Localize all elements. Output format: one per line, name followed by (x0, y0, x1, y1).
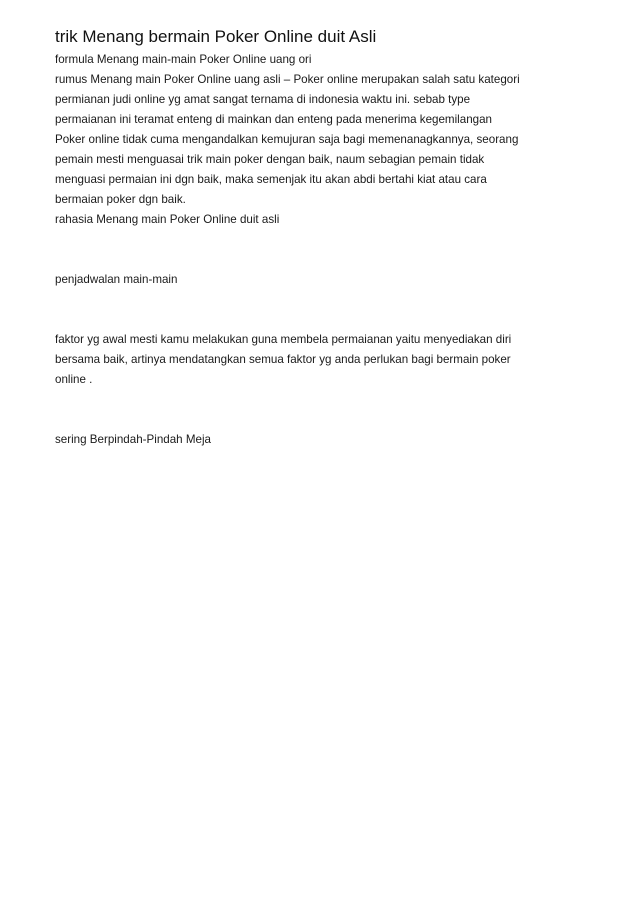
document-page (55, 24, 615, 450)
text-line: menguasi permaian ini dgn baik, maka semenjak itu akan abdi bertahi kiat atau cara (55, 173, 487, 186)
text-line: rahasia Menang main Poker Online duit asli (55, 213, 280, 226)
text-line: pemain mesti menguasai trik main poker dengan baik, naum sebagian pemain tidak (55, 153, 485, 166)
text-line: Poker online tidak cuma mengandalkan kemujuran saja bagi memenanagkannya, seorang (55, 133, 519, 146)
section-heading-tables: sering Berpindah-Pindah Meja (55, 433, 211, 446)
text-line: rumus Menang main Poker Online uang asli – Poker online merupakan salah satu kategori (55, 73, 520, 86)
text-line: bersama baik, artinya mendatangkan semua faktor yg anda perlukan bagi bermain poker (55, 353, 511, 366)
text-line: permaianan ini teramat enteng di mainkan dan enteng pada menerima kegemilangan (55, 113, 492, 126)
text-line: online . (55, 373, 93, 386)
spacer (55, 390, 615, 430)
text-line: formula Menang main-main Poker Online uang ori (55, 53, 312, 66)
text-line: permianan judi online yg amat sangat ternama di indonesia waktu ini. sebab type (55, 93, 471, 106)
scheduling-block (55, 330, 615, 390)
intro-block (55, 50, 615, 230)
spacer (55, 230, 615, 270)
text-line: bermaian poker dgn baik. (55, 193, 186, 206)
section-heading-scheduling: penjadwalan main-main (55, 273, 178, 286)
text-line: faktor yg awal mesti kamu melakukan guna membela permaianan yaitu menyediakan diri (55, 333, 512, 346)
spacer (55, 290, 615, 330)
document-title: trik Menang bermain Poker Online duit Asli (55, 27, 377, 46)
